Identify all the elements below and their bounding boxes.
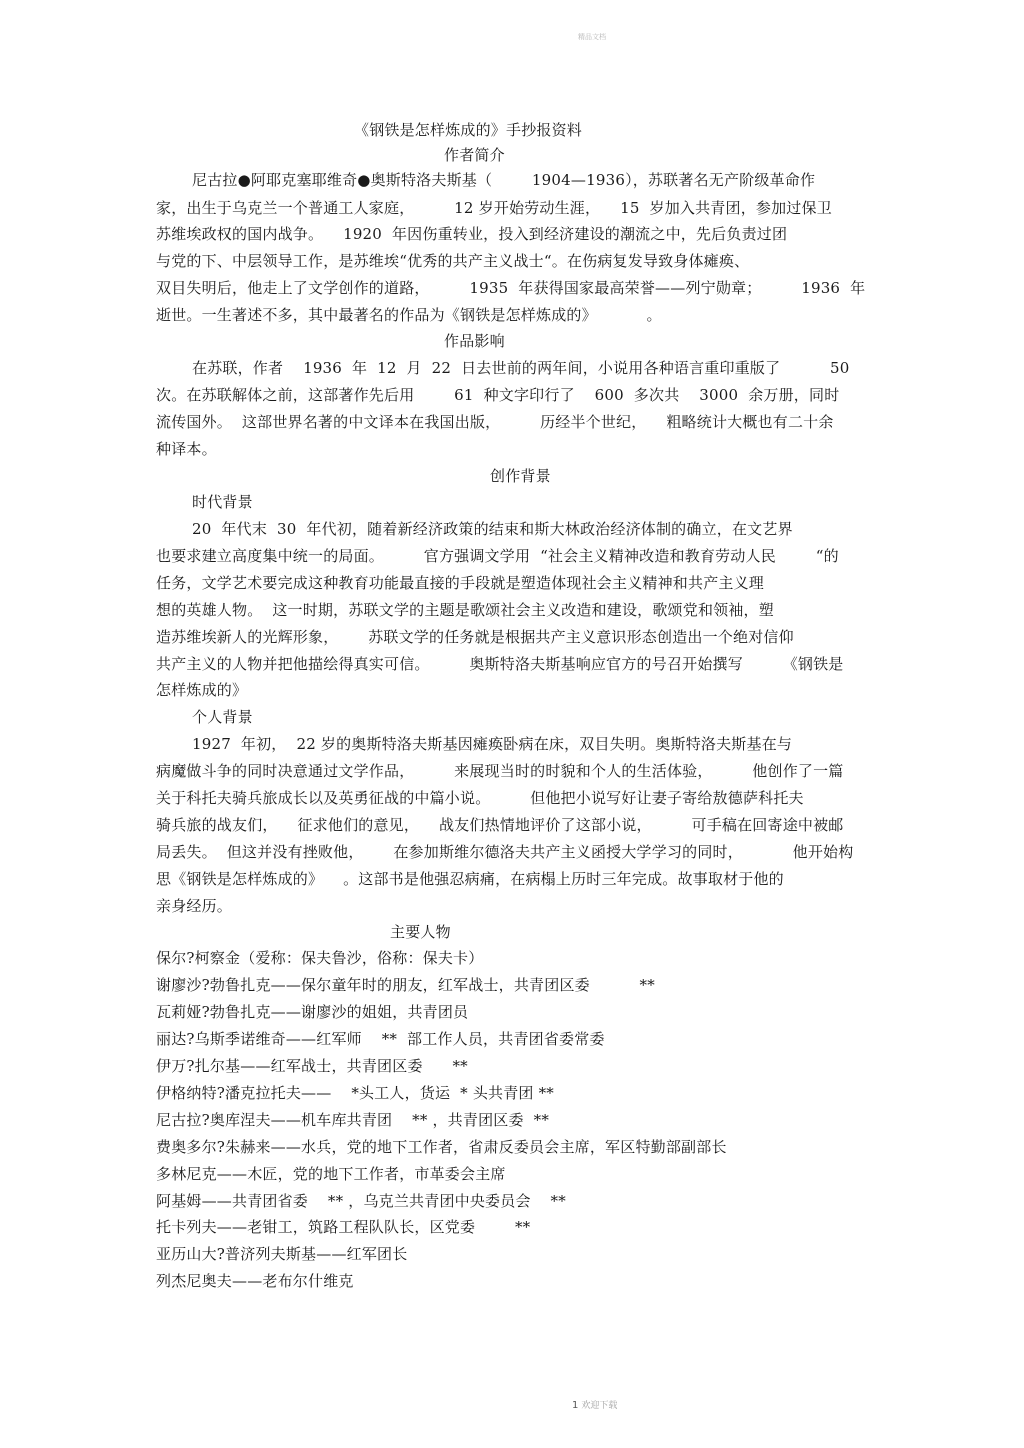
- text-line: 怎样炼成的》: [156, 681, 248, 699]
- text-line: 局丢失。 但这并没有挫败他， 在参加斯维尔德洛夫共产主义函授大学学习的同时， 他开始构: [156, 843, 854, 861]
- text-line: 任务，文学艺术要完成这种教育功能最直接的手段就是塑造体现社会主义精神和共产主义理: [156, 574, 765, 592]
- text-line: 保尔?柯察金（爱称：保夫鲁沙，俗称：保夫卡）: [156, 949, 484, 967]
- text-line: 瓦莉娅?勃鲁扎克——谢廖沙的姐姐，共青团员: [156, 1003, 469, 1021]
- text-line: 托卡列夫——老钳工，筑路工程队队长，区党委 **: [156, 1218, 531, 1236]
- text-line: 作者简介: [444, 146, 505, 164]
- header-watermark: 精品文档: [578, 33, 606, 41]
- text-line: 流传国外。 这部世界名著的中文译本在我国出版， 历经半个世纪， 粗略统计大概也有二十余: [156, 413, 834, 431]
- text-line: 双目失明后，他走上了文学创作的道路， 1935 年获得国家最高荣誉——列宁勋章； 1936 年: [156, 279, 866, 297]
- text-line: 《钢铁是怎样炼成的》手抄报资料: [354, 121, 583, 139]
- text-line: 主要人物: [390, 923, 451, 941]
- footer-text: 欢迎下载: [581, 1401, 618, 1411]
- text-line: 丽达?乌斯季诺维奇——红军师 ** 部工作人员，共青团省委常委: [156, 1030, 605, 1048]
- text-line: 逝世。一生著述不多，其中最著名的作品为《钢铁是怎样炼成的》 。: [156, 306, 662, 324]
- text-line: 骑兵旅的战友们， 征求他们的意见， 战友们热情地评价了这部小说， 可手稿在回寄途中被邮: [156, 816, 844, 834]
- text-line: 家，出生于乌克兰一个普通工人家庭， 12 岁开始劳动生涯， 15 岁加入共青团，参加过保卫: [156, 199, 832, 217]
- text-line: 1927 年初， 22 岁的奥斯特洛夫斯基因瘫痪卧病在床，双目失明。奥斯特洛夫斯基在与: [192, 735, 793, 753]
- text-line: 尼古拉?奥库涅夫——机车库共青团 ** ，共青团区委 **: [156, 1111, 550, 1129]
- text-line: 也要求建立高度集中统一的局面。 官方强调文学用 “社会主义精神改造和教育劳动人民 “的: [156, 547, 839, 565]
- text-line: 想的英雄人物。 这一时期，苏联文学的主题是歌颂社会主义改造和建设，歌颂党和领袖，塑: [156, 601, 774, 619]
- text-line: 亚历山大?普济列夫斯基——红军团长: [156, 1245, 408, 1263]
- text-line: 多林尼克——木匠，党的地下工作者，市革委会主席: [156, 1165, 506, 1183]
- text-line: 作品影响: [444, 332, 505, 350]
- text-line: 尼古拉●阿耶克塞耶维奇●奥斯特洛夫斯基（ 1904—1936），苏联著名无产阶级革命作: [192, 171, 816, 189]
- text-line: 在苏联，作者 1936 年 12 月 22 日去世前的两年间，小说用各种语言重印重版了 50: [192, 359, 850, 377]
- text-line: 与党的下、中层领导工作，是苏维埃“优秀的共产主义战士“。在伤病复发导致身体瘫痪、: [156, 252, 750, 270]
- text-line: 列杰尼奥夫——老布尔什维克: [156, 1272, 354, 1290]
- page-number: 1: [572, 1400, 579, 1411]
- text-line: 病魔做斗争的同时决意通过文学作品， 来展现当时的时貌和个人的生活体验， 他创作了一篇: [156, 762, 844, 780]
- text-line: 20 年代末 30 年代初，随着新经济政策的结束和斯大林政治经济体制的确立，在文艺界: [192, 520, 793, 538]
- text-line: 思《钢铁是怎样炼成的》 。这部书是他强忍病痛，在病榻上历时三年完成。故事取材于他的: [156, 870, 784, 888]
- text-line: 关于科托夫骑兵旅成长以及英勇征战的中篇小说。 但他把小说写好让妻子寄给敖德萨科托夫: [156, 789, 804, 807]
- text-line: 次。在苏联解体之前，这部著作先后用 61 种文字印行了 600 多次共 3000 余万册，同时: [156, 386, 840, 404]
- text-line: 亲身经历。: [156, 897, 233, 915]
- text-line: 伊万?扎尔基——红军战士，共青团区委 **: [156, 1057, 468, 1075]
- text-line: 种译本。: [156, 440, 217, 458]
- text-line: 费奥多尔?朱赫来——水兵，党的地下工作者，省肃反委员会主席，军区特勤部副部长: [156, 1138, 727, 1156]
- text-line: 时代背景: [192, 493, 253, 511]
- text-line: 创作背景: [490, 467, 551, 485]
- text-line: 个人背景: [192, 708, 253, 726]
- text-line: 苏维埃政权的国内战争。 1920 年因伤重转业，投入到经济建设的潮流之中，先后负责过团: [156, 225, 788, 243]
- text-line: 谢廖沙?勃鲁扎克——保尔童年时的朋友，红军战士，共青团区委 **: [156, 976, 655, 994]
- text-line: 造苏维埃新人的光辉形象， 苏联文学的任务就是根据共产主义意识形态创造出一个绝对信仰: [156, 628, 794, 646]
- text-line: 共产主义的人物并把他描绘得真实可信。 奥斯特洛夫斯基响应官方的号召开始撰写 《钢铁是: [156, 655, 844, 673]
- page-footer: [572, 1398, 617, 1411]
- text-line: 伊格纳特?潘克拉托夫—— *头工人，货运 * 头共青团 **: [156, 1084, 554, 1102]
- text-line: 阿基姆——共青团省委 ** ，乌克兰共青团中央委员会 **: [156, 1192, 566, 1210]
